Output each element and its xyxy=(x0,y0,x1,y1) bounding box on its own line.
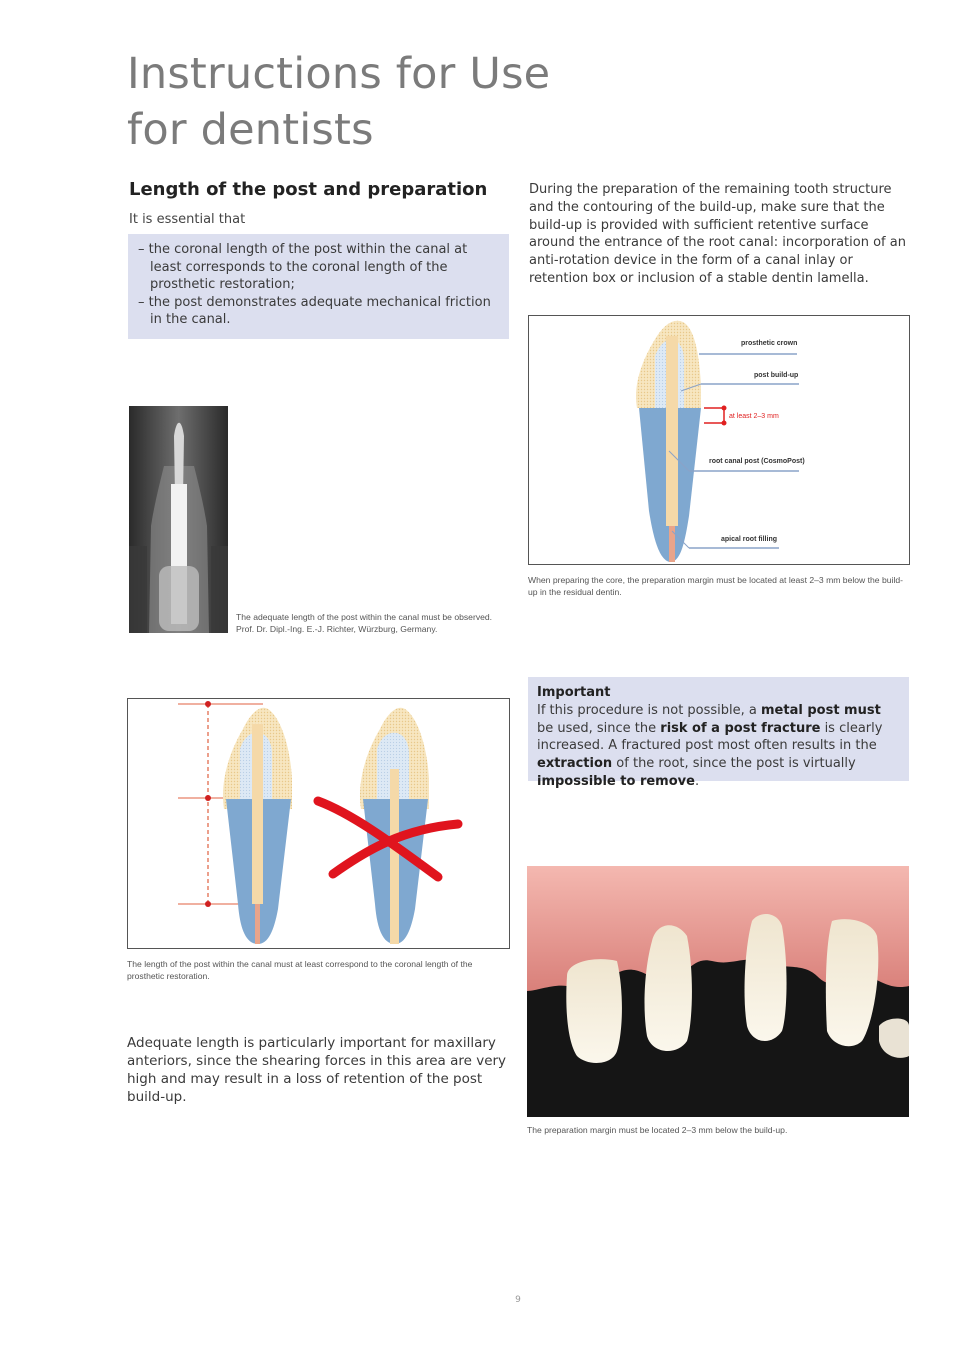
title-line-1: Instructions for Use xyxy=(127,49,551,99)
diagram2-caption: The length of the post within the canal must at least correspond to the coronal length of the prosthetic restoration. xyxy=(127,959,473,981)
requirements-list xyxy=(138,241,497,329)
xray-svg xyxy=(129,406,228,633)
tooth-diagram-labeled xyxy=(528,315,910,565)
photo-caption: The preparation margin must be located 2–3 mm below the build-up. xyxy=(527,1125,788,1135)
list-item: – the coronal length of the post within the canal at least corresponds to the coronal length of the prosthetic restoration; xyxy=(138,241,497,294)
xray-caption-line-1: The adequate length of the post within the canal must be observed. xyxy=(236,612,493,622)
xray-caption-line-2: Prof. Dr. Dipl.-Ing. E.-J. Richter, Würzburg, Germany. xyxy=(236,624,438,634)
list-item: – the post demonstrates adequate mechanical friction in the canal. xyxy=(138,294,497,329)
label-root-canal-post: root canal post (CosmoPost) xyxy=(709,458,805,465)
title-line-2: for dentists xyxy=(127,105,374,155)
teeth-photo-svg xyxy=(527,866,909,1117)
tooth-comparison-diagram xyxy=(127,698,510,949)
label-apical-root-filling: apical root filling xyxy=(721,536,778,543)
important-heading: Important xyxy=(537,685,611,700)
label-margin: at least 2–3 mm xyxy=(729,413,779,420)
intro-text: It is essential that xyxy=(129,212,246,227)
label-prosthetic-crown: prosthetic crown xyxy=(741,340,798,347)
page-number: 9 xyxy=(515,1295,521,1305)
section-heading: Length of the post and preparation xyxy=(129,179,488,200)
tooth-correct xyxy=(223,708,292,944)
comparison-svg xyxy=(128,699,509,948)
page-title xyxy=(127,46,550,158)
label-post-buildup: post build-up xyxy=(754,372,799,379)
post-shape xyxy=(666,336,678,526)
requirements-box xyxy=(128,234,509,339)
important-text: If this procedure is not possible, a metal post must be used, since the risk of a post fracture is clearly increased. A fractured post most often results in the extraction of the root, since the post is virtually impossible to remove. xyxy=(537,702,883,789)
xray-caption xyxy=(236,611,506,635)
important-box xyxy=(528,677,909,789)
diagram1-caption: When preparing the core, the preparation margin must be located at least 2–3 mm below the build-up in the residual dentin. xyxy=(528,575,903,597)
preparation-paragraph: During the preparation of the remaining tooth structure and the contouring of the build-up, make sure that the build-up is provided with sufficient retentive surface around the entrance of the root canal: incorporation of an anti-rotation device in the form of a canal inlay or retention box or inclusion of a stable dentin lamella. xyxy=(529,182,906,286)
xray-image xyxy=(129,406,228,633)
teeth-photo xyxy=(527,866,909,1117)
tooth-diagram-svg xyxy=(529,316,909,564)
maxillary-paragraph: Adequate length is particularly important for maxillary anteriors, since the shearing forces in this area are very high and may result in a loss of retention of the post build-up. xyxy=(127,1035,507,1105)
